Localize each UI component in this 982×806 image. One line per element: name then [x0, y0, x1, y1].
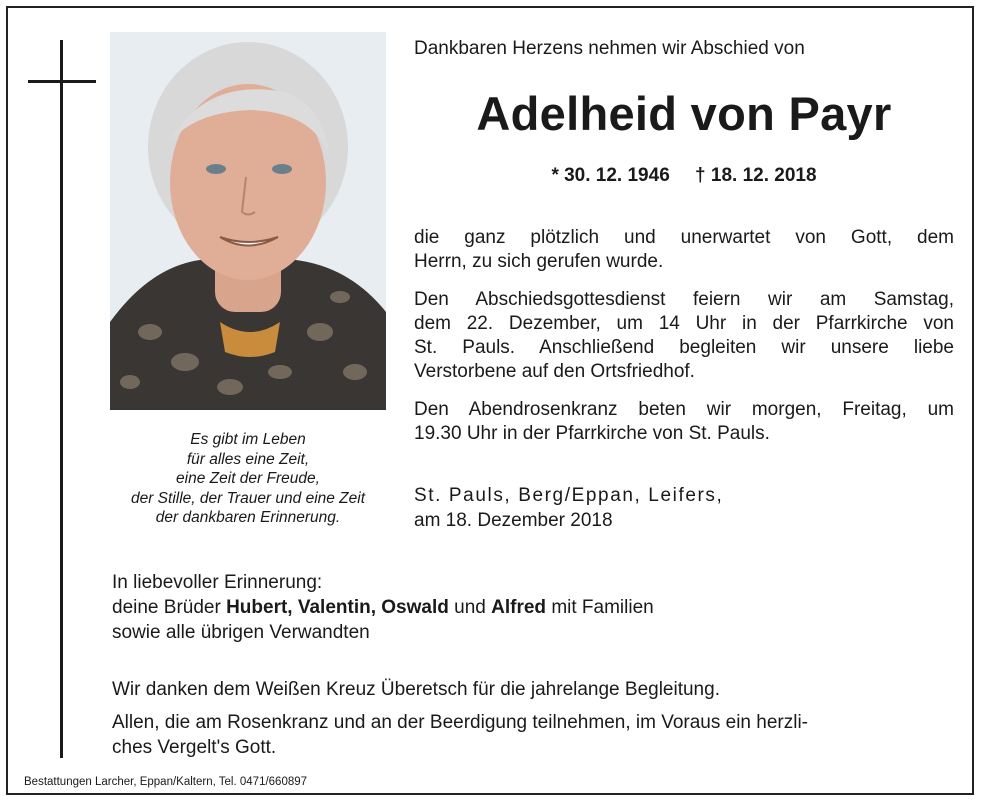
paragraph-called	[414, 226, 954, 274]
brothers-prefix: deine Brüder	[112, 597, 221, 618]
place-locations: St. Pauls, Berg/Eppan, Leifers,	[414, 485, 724, 506]
thanks-line: Wir danken dem Weißen Kreuz Überetsch für die jahrelange Begleitung.	[112, 679, 720, 700]
cross-icon	[60, 40, 63, 758]
quote-line: der Stille, der Trauer und eine Zeit	[130, 489, 366, 507]
brothers-suffix: mit Familien	[551, 597, 654, 618]
place-and-date	[414, 483, 723, 533]
funeral-home-footer: Bestattungen Larcher, Eppan/Kaltern, Tel. 0471/660897	[24, 776, 308, 788]
quote-line: eine Zeit der Freude,	[176, 470, 320, 487]
paragraph-line: Den Abschiedsgottesdienst feiern wir am Samstag,	[414, 289, 954, 310]
thanks-line: ches Vergelt's Gott.	[112, 737, 277, 758]
paragraph-line: die ganz plötzlich und unerwartet von Gott, dem	[414, 227, 954, 248]
brothers-names: Hubert, Valentin, Oswald	[226, 597, 449, 618]
cross-icon-bar	[28, 80, 96, 83]
memory-brothers	[112, 595, 654, 620]
quote	[100, 430, 396, 528]
quote-line: der dankbaren Erinnerung.	[155, 509, 341, 526]
paragraph-line: 19.30 Uhr in der Pfarrkirche von St. Pauls.	[414, 423, 770, 444]
quote-line: Es gibt im Leben	[190, 431, 306, 448]
paragraph-line: St. Pauls. Anschließend begleiten wir unsere liebe	[414, 337, 954, 358]
thanks-section	[112, 677, 954, 760]
place-date: am 18. Dezember 2018	[414, 510, 613, 531]
paragraph-line: Herrn, zu sich gerufen wurde.	[414, 251, 664, 272]
quote-line: für alles eine Zeit,	[186, 450, 310, 468]
brother-last-name: Alfred	[491, 597, 547, 618]
deceased-name: Adelheid von Payr	[476, 87, 892, 140]
paragraph-rosary	[414, 398, 954, 446]
memory-section	[112, 570, 654, 645]
paragraph-service	[414, 288, 954, 384]
thanks-line: Allen, die am Rosenkranz und an der Beerdigung teilnehmen, im Voraus ein herzli-	[112, 712, 809, 733]
paragraph-line: dem 22. Dezember, um 14 Uhr in der Pfarrkirche von	[414, 313, 954, 334]
paragraph-line: Verstorbene auf den Ortsfriedhof.	[414, 361, 695, 382]
life-dates	[414, 165, 954, 187]
brothers-and: und	[454, 597, 486, 618]
memory-relatives: sowie alle übrigen Verwandten	[112, 622, 370, 643]
death-date: † 18. 12. 2018	[695, 165, 817, 186]
paragraph-line: Den Abendrosenkranz beten wir morgen, Freitag, um	[414, 399, 954, 420]
birth-date: * 30. 12. 1946	[551, 165, 670, 186]
intro-text: Dankbaren Herzens nehmen wir Abschied von	[414, 38, 805, 59]
portrait-photo	[110, 32, 386, 410]
memory-heading: In liebevoller Erinnerung:	[112, 572, 323, 593]
